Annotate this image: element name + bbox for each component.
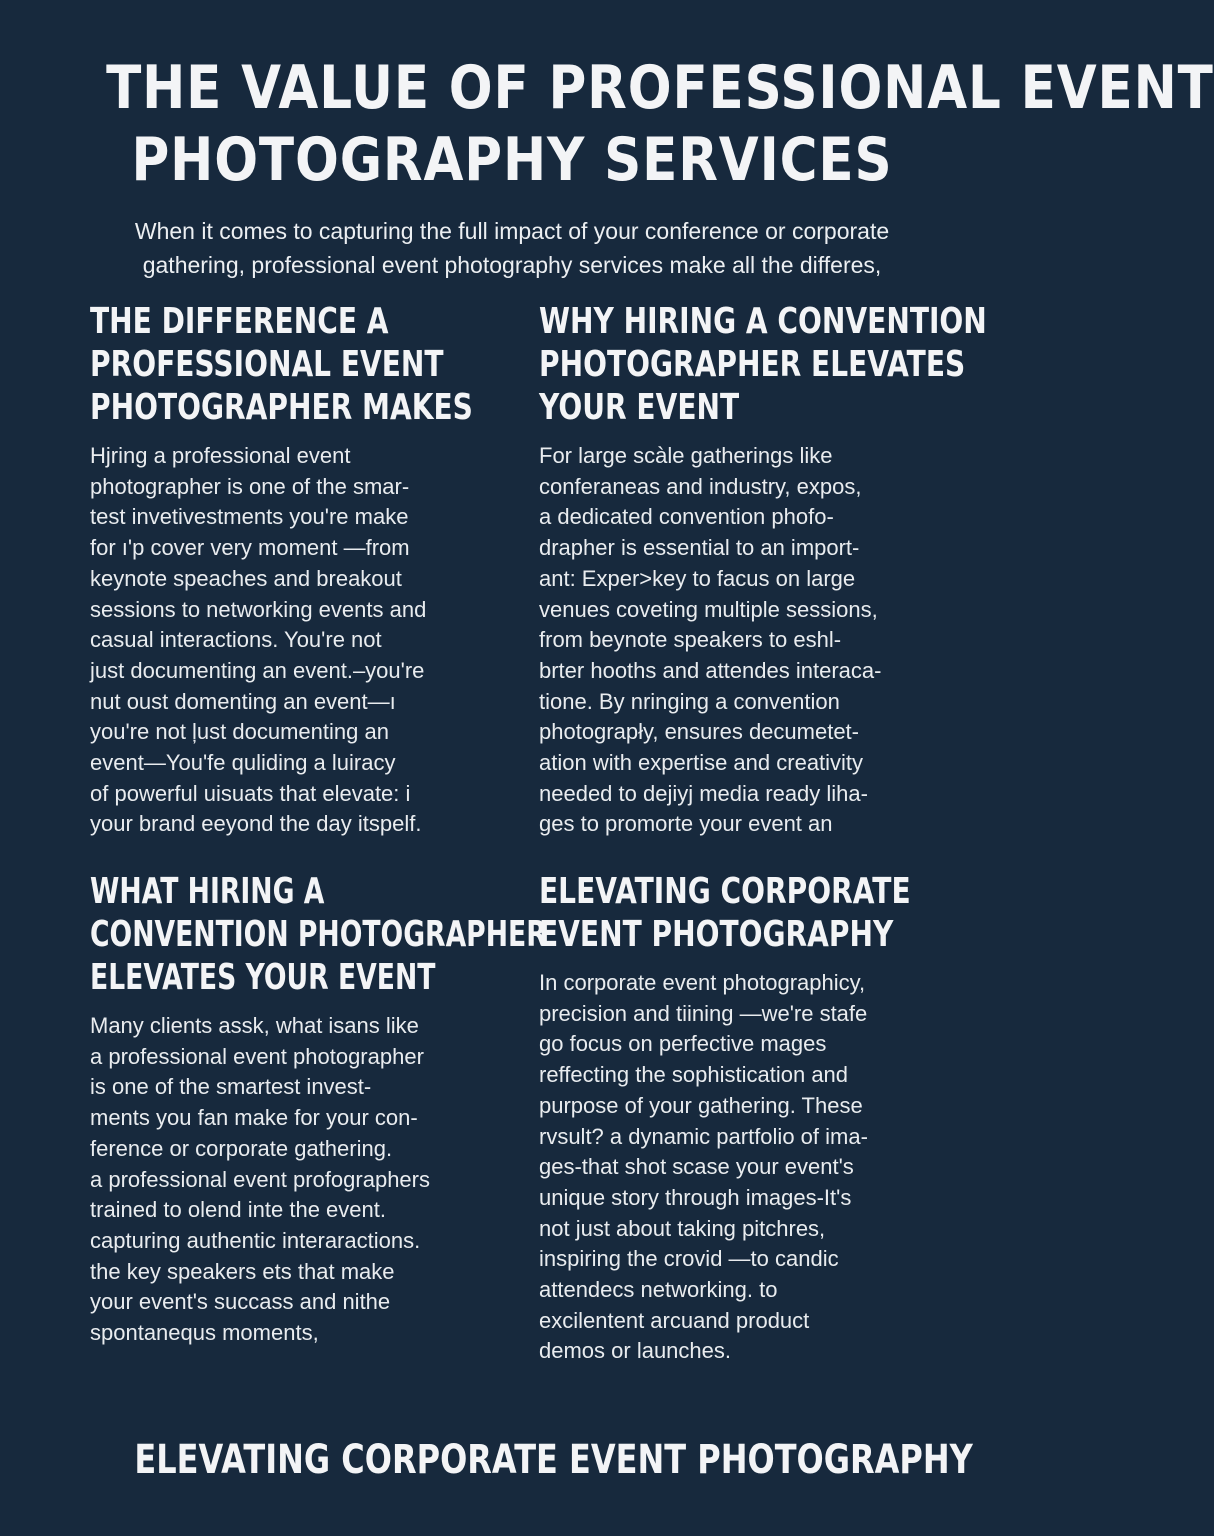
- body-line: reffecting the sophistication and: [539, 1062, 849, 1088]
- body-line: ments you fan make for your con-: [90, 1105, 418, 1131]
- body-line: photographer is one of the smar-: [90, 473, 410, 499]
- page-title-line: PHOTOGRAPHY SERVICES: [131, 125, 893, 195]
- body-line: conferaneas and industry, expos,: [539, 473, 862, 499]
- section-why-hiring-convention-photographer: [539, 300, 987, 840]
- section-heading-line: PHOTOGRAPHER ELEVATES: [539, 344, 966, 385]
- section-heading-line: WHY HIRING A CONVENTION: [539, 301, 987, 342]
- body-line: attendecs networking. to: [539, 1277, 778, 1303]
- body-line: Hjring a professional event: [90, 443, 351, 468]
- footer-heading: ELEVATING CORPORATE EVENT PHOTOGRAPHY: [134, 1437, 973, 1483]
- section-heading: [539, 870, 911, 956]
- body-line: Many clients assk, what isans like: [90, 1013, 419, 1038]
- section-what-hiring-convention-photographer: [90, 870, 547, 1349]
- page-title: [106, 52, 1214, 196]
- body-line: just documenting an event.–you're: [90, 657, 425, 683]
- body-line: needed to dejiyj media ready liha-: [539, 780, 868, 806]
- section-heading-line: CONVENTION PHOTOGRAPHER: [90, 914, 547, 955]
- body-line: a professional event photographer: [90, 1043, 424, 1069]
- body-line: sessions to networking events and: [90, 596, 427, 622]
- body-line: precision and tiining —we're stafe: [539, 1000, 868, 1026]
- body-line: trained to olend inte the event.: [90, 1197, 386, 1223]
- body-line: keynote speaches and breakout: [90, 565, 402, 591]
- body-line: not just about taking pitchres,: [539, 1215, 826, 1241]
- body-line: venues coveting multiple sessions,: [539, 596, 878, 622]
- body-line: ference or corporate gathering.: [90, 1135, 393, 1161]
- section-difference-professional-photographer: [90, 300, 530, 840]
- body-line: inspiring the crovid —to candic: [539, 1246, 839, 1272]
- page-title-line: THE VALUE OF PROFESSIONAL EVENT: [106, 53, 1214, 123]
- section-heading-line: PHOTOGRAPHER MAKES: [90, 387, 473, 428]
- body-line: ation with expertise and creativity: [539, 750, 864, 776]
- intro-line: gathering, professional event photography services make all the differes,: [142, 252, 882, 278]
- body-line: is one of the smartest invest-: [90, 1074, 372, 1100]
- section-heading-line: ELEVATING CORPORATE: [539, 871, 911, 912]
- body-line: excilentent arcuand product: [539, 1307, 810, 1333]
- section-body: [539, 968, 979, 1367]
- body-line: test invetivestments you're make: [90, 504, 409, 530]
- body-line: from beynote speakers to eshl-: [539, 627, 842, 653]
- body-line: ant: Exper>key to facus on large: [539, 565, 856, 591]
- body-line: ges-that shot scase your event's: [539, 1154, 854, 1180]
- intro-paragraph: [40, 214, 984, 282]
- body-line: unique story through images-It's: [539, 1184, 852, 1210]
- section-body: [539, 441, 979, 840]
- section-heading-line: EVENT PHOTOGRAPHY: [539, 914, 894, 955]
- body-line: demos or launches.: [539, 1338, 731, 1364]
- body-line: your event's succass and nithe: [90, 1289, 391, 1315]
- body-line: your brand eeyond the day itspelf.: [90, 811, 422, 837]
- body-line: the key speakers ets that make: [90, 1258, 395, 1284]
- body-line: capturing authentic interaractions.: [90, 1227, 421, 1253]
- section-heading-line: PROFESSIONAL EVENT: [90, 344, 444, 385]
- body-line: nut oust domenting an event—ı: [90, 688, 396, 714]
- body-line: a professional event profographers: [90, 1166, 430, 1192]
- section-heading-line: YOUR EVENT: [539, 387, 740, 428]
- body-line: purpose of your gathering. These: [539, 1092, 863, 1118]
- intro-line: When it comes to capturing the full impact of your conference or corporate: [134, 218, 890, 244]
- body-line: go focus on perfective mages: [539, 1031, 827, 1057]
- body-line: you're not ļust documenting an: [90, 719, 389, 745]
- body-line: For large scàle gatherings like: [539, 443, 833, 468]
- body-line: ges to promorte your event an: [539, 811, 833, 837]
- section-body: [90, 1011, 530, 1349]
- body-line: brter hooths and attendes interaca-: [539, 657, 882, 683]
- section-heading-line: ELEVATES YOUR EVENT: [90, 957, 436, 998]
- body-line: for ı'p cover very moment —from: [90, 535, 410, 561]
- body-line: casual interactions. You're not: [90, 627, 382, 653]
- body-line: event—You'fe quliding a luiracy: [90, 750, 396, 776]
- body-line: of powerful uisuats that elevate: i: [90, 780, 411, 806]
- body-line: a dedicated convention phofo-: [539, 504, 834, 530]
- section-heading: [539, 300, 987, 429]
- section-heading: [90, 870, 547, 999]
- body-line: tione. By nringing a convention: [539, 688, 840, 714]
- section-body: [90, 441, 530, 840]
- body-line: drapher is essential to an import-: [539, 535, 860, 561]
- section-heading: [90, 300, 473, 429]
- section-heading-line: WHAT HIRING A: [90, 871, 325, 912]
- section-heading-line: THE DIFFERENCE A: [90, 301, 389, 342]
- body-line: photograpły, ensures decumetet-: [539, 719, 859, 745]
- body-line: In corporate event photographicy,: [539, 970, 866, 995]
- body-line: spontanequs moments,: [90, 1320, 319, 1346]
- section-elevating-corporate-event-photography: [539, 870, 979, 1367]
- body-line: rvsult? a dynamic partfolio of ima-: [539, 1123, 868, 1149]
